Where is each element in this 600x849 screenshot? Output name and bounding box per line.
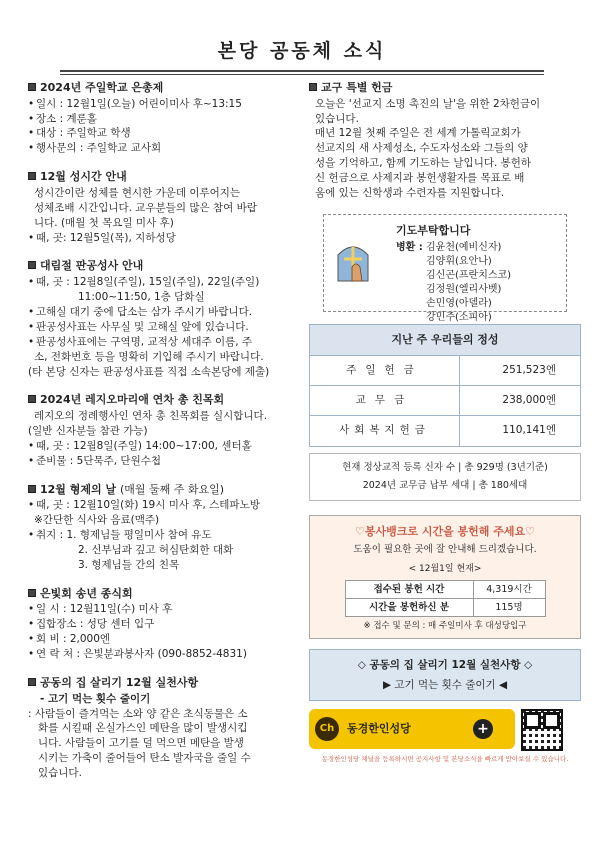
prayer-name-row: 김신곤(프란치스코) [426, 269, 512, 281]
section-title: 대림절 판공성사 안내 [28, 258, 300, 274]
section-title: 교구 특별 헌금 [309, 80, 581, 96]
prayer-request-box [323, 214, 567, 323]
page-title: 본당 공동체 소식 [217, 40, 387, 62]
paragraph: 레지오의 정례행사인 연차 총 친목회를 실시합니다. [34, 410, 268, 423]
prayer-name-row: 김정원(엘리사벳) [426, 283, 502, 295]
list-item-continued: 11:00~11:50, 1층 담화실 [78, 290, 205, 303]
paragraph: 오늘은 '선교지 소명 촉진의 날'을 위한 2차헌금이 [315, 97, 541, 110]
stat-value: 238,000엔 [502, 393, 556, 406]
table-cell: 4,319시간 [473, 580, 545, 598]
info-line: 2024년 교무금 납부 세대 | 총 180세대 [362, 479, 528, 491]
common-home-box [309, 649, 581, 701]
plus-icon[interactable]: + [473, 719, 493, 739]
table-row [345, 599, 545, 617]
volunteer-desc: 도움이 필요한 곳에 잘 안내해 드리겠습니다. [353, 544, 537, 556]
paragraph: 움에 있는 신학생과 수련자를 지원합니다. [315, 187, 505, 200]
channel-logo-icon: Ch [315, 717, 339, 741]
table-cell: 115명 [473, 599, 545, 617]
table-cell: 접수된 봉헌 시간 [345, 580, 473, 598]
section-title: 12월 성시간 안내 [28, 169, 300, 185]
list-item: • 준비물 : 5단묵주, 단원수첩 [28, 454, 161, 467]
square-bullet-icon [28, 678, 36, 686]
section-sunday-school [28, 80, 300, 156]
volunteer-bank-box [309, 515, 581, 639]
section-title: 은빛회 송년 종식회 [28, 586, 300, 602]
list-item: • 장소 : 계룬홀 [28, 112, 97, 125]
subtitle: - 고기 먹는 횟수 줄이기 [40, 692, 151, 705]
section-silver-club [28, 586, 300, 662]
paragraph: 신 헌금으로 사제지과 봉헌생활자를 목표로 배 [315, 172, 525, 185]
list-item: • 때, 곳 : 12월8일(주일) 14:00~17:00, 센터홀 [28, 439, 252, 452]
channel-footnote: 동경한인성당 채널을 등록하시면 공지사항 및 본당소식을 빠르게 받아보실 수 있습니다. [321, 754, 569, 763]
paragraph: 성을 기억하고, 함께 기도하는 날입니다. 봉헌하 [315, 157, 532, 170]
section-title: 12월 형제의 날 (매월 둘째 주 화요일) [28, 482, 300, 498]
table-row [310, 416, 580, 446]
list-item-continued: 소, 전화번호 등을 명확히 기입해 주시기 바랍니다. [34, 350, 264, 363]
list-item: • 일시 : 12월1일(오늘) 어린이미사 후~13:15 [28, 97, 242, 110]
list-item: • 고해실 대기 중에 답소는 삼가 주시기 바랍니다. [28, 305, 253, 318]
common-home-sub: ▶ 고기 먹는 횟수 줄이기 ◀ [382, 678, 508, 691]
square-bullet-icon [28, 589, 36, 597]
offering-stats-table [309, 324, 581, 447]
square-bullet-icon [28, 172, 36, 180]
list-item: • 판공성사표는 사무실 및 고해실 앞에 있습니다. [28, 320, 249, 333]
list-item: • 때, 곳 : 12월8일(주일), 15일(주일), 22일(주일) [28, 276, 260, 289]
square-bullet-icon [309, 83, 317, 91]
right-column [309, 80, 581, 769]
channel-name: 동경한인성당 [347, 721, 411, 735]
square-bullet-icon [28, 395, 36, 403]
common-home-title: ◇ 공동의 집 살리기 12월 실천사항 ◇ [357, 658, 533, 671]
section-holy-hour [28, 169, 300, 245]
praying-hands-icon [336, 241, 370, 283]
parish-info-box [309, 453, 581, 501]
list-item: • 회 비 : 2,000엔 [28, 633, 111, 646]
list-item: • 대상 : 주일학교 학생 [28, 127, 131, 140]
channel-button[interactable] [309, 709, 515, 749]
section-brothers-day [28, 482, 300, 573]
list-item: • 행사문의 : 주일학교 교사회 [28, 142, 162, 155]
prayer-names [396, 241, 511, 325]
prayer-name-row: 강민주(소피아) [426, 311, 492, 323]
prayer-title: 기도부탁합니다 [396, 223, 471, 237]
list-item: • 취지 : 1. 형제님들 평일미사 참여 유도 [28, 529, 212, 542]
section-title: 2024년 레지오마리애 연차 총 친목회 [28, 392, 300, 408]
list-item-continued: 3. 형제님들 간의 친목 [78, 558, 180, 571]
list-item: • 집합장소 : 성당 센터 입구 [28, 618, 155, 631]
stat-label: 사회복지헌금 [310, 416, 460, 446]
volunteer-note: ※ 접수 및 문의 : 매 주일미사 후 대성당입구 [363, 621, 527, 632]
section-legio [28, 392, 300, 468]
section-special-collection [309, 80, 581, 201]
paragraph: 있습니다. [315, 112, 359, 125]
left-column [28, 80, 300, 794]
list-item: • 일 시 : 12월11일(수) 미사 후 [28, 603, 173, 616]
paragraph: 시키는 가축이 줄어들어 탄소 발자국을 줄일 수 [38, 752, 251, 765]
info-line: 현재 정상교적 등록 신자 수 | 총 929명 (3년기준) [342, 461, 548, 473]
volunteer-title: ♡봉사뱅크로 시간을 봉헌해 주세요♡ [355, 524, 535, 538]
title-divider-thin [60, 74, 544, 75]
list-item-continued: ※간단한 식사와 음료(맥주) [34, 514, 160, 527]
list-item: • 판공성사표에는 구역명, 교적상 세대주 이름, 주 [28, 335, 253, 348]
section-title: 2024년 주일학교 은총제 [28, 80, 300, 96]
section-title: 공동의 집 살리기 12월 실천사항 [28, 675, 300, 691]
list-item-continued: 2. 신부님과 깊고 허심탄회한 대화 [78, 543, 234, 556]
stat-label: 주일헌금 [310, 356, 460, 385]
stat-value: 251,523엔 [502, 363, 556, 376]
paragraph: 매년 12월 첫째 주일은 전 세계 가톨릭교회가 [315, 127, 521, 140]
paragraph: 성시간이란 성체를 현시한 가운데 이루어지는 [34, 186, 241, 199]
qr-code-icon[interactable] [521, 709, 563, 751]
section-confession [28, 258, 300, 379]
table-row [345, 580, 545, 598]
paragraph: 선교지의 새 사제성소, 수도자성소와 그들의 양 [315, 142, 528, 155]
table-row [310, 386, 580, 416]
list-item: • 연 락 처 : 은빛분과봉사자 (090-8852-4831) [28, 648, 247, 661]
square-bullet-icon [28, 261, 36, 269]
list-item: • 때, 곳 : 12월10일(화) 19시 미사 후, 스테파노방 [28, 499, 260, 512]
prayer-name-row: 병환 : 김윤천(예비신자) [396, 241, 502, 253]
paragraph: 성체조배 시간입니다. 교우분들의 많은 참여 바랍 [34, 201, 257, 214]
stat-value: 110,141엔 [502, 424, 556, 437]
page-header [60, 38, 544, 75]
paragraph: (일반 신자분들 참관 가능) [28, 424, 148, 437]
volunteer-table [345, 580, 546, 618]
paragraph: 니다. 사람들이 고기를 덜 먹으면 메탄을 발생 [38, 737, 244, 750]
paragraph: : 사람들이 즐겨먹는 소와 양 같은 초식동물은 소 [28, 707, 248, 720]
stats-title: 지난 주 우리들의 정성 [310, 325, 580, 356]
volunteer-date: < 12월1일 현재> [408, 563, 482, 574]
table-cell: 시간을 봉헌하신 분 [345, 599, 473, 617]
channel-banner[interactable] [309, 709, 581, 769]
stat-label: 교무금 [310, 386, 460, 415]
title-divider [60, 70, 544, 72]
square-bullet-icon [28, 485, 36, 493]
square-bullet-icon [28, 83, 36, 91]
prayer-name-row: 손민영(아델라) [426, 297, 492, 309]
paragraph: 화를 시킬때 온실가스인 메탄을 많이 발생시킵 [38, 722, 248, 735]
section-common-home [28, 675, 300, 781]
paragraph: 있습니다. [38, 767, 82, 780]
list-item: • 때, 곳: 12월5일(목), 지하성당 [28, 231, 176, 244]
paragraph: 니다. (매월 첫 목요일 미사 후) [34, 216, 174, 229]
note: (타 본당 신자는 판공성사표를 직접 소속본당에 제출) [28, 365, 270, 378]
table-row [310, 356, 580, 386]
prayer-name-row: 김양휘(요안나) [426, 255, 492, 267]
